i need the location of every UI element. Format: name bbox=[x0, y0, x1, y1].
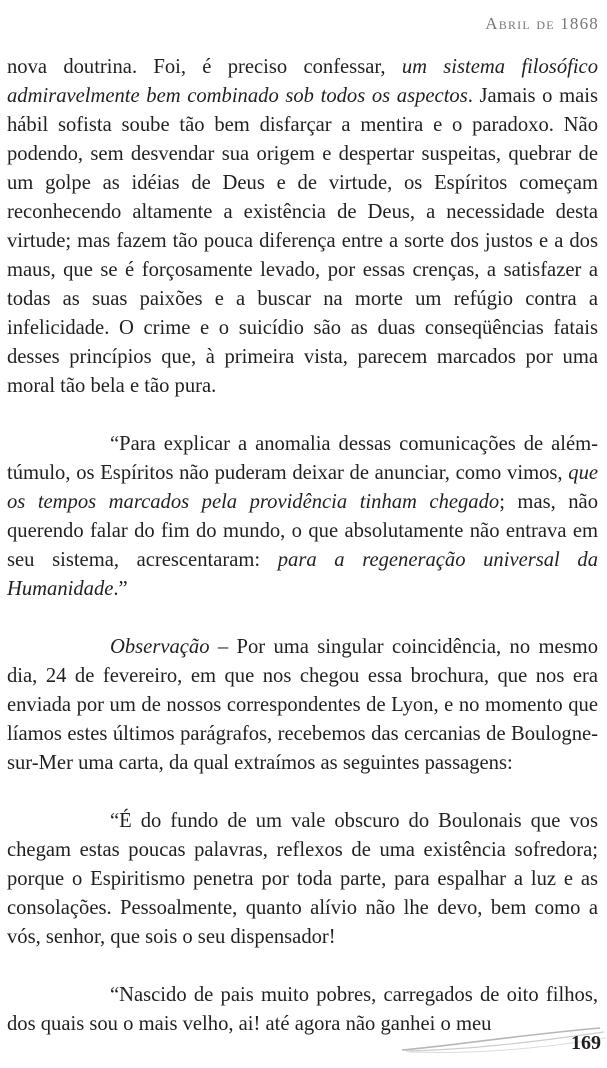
paragraph-5-segment: “Nascido de pais muito pobres, carregados de oito filhos, dos quais sou o mais velho, ai! até agora não ganhei o meu bbox=[7, 984, 598, 1035]
paragraph-1-segment: nova doutrina. Foi, é preciso confessar, bbox=[7, 56, 402, 78]
paragraph-3-segment: – Por uma singular coincidência, no mesmo dia, 24 de fevereiro, em que nos chegou essa brochura, que nos era enviada por um de nossos correspondentes de Lyon, e no momento que líamos estes últimos parágrafos, recebemos das cercanias de Boulogne-sur-Mer uma carta, da qual extraímos as seguintes passagens: bbox=[7, 636, 598, 774]
paragraph-2-italic-phrase: para a regeneração universal da Humanidade bbox=[7, 549, 598, 600]
paragraph-2-italic-phrase: que os tempos marcados pela providência tinham chegado bbox=[7, 462, 598, 513]
running-header: Abril de 1868 bbox=[485, 14, 599, 33]
paragraph-4-segment: “É do fundo de um vale obscuro do Boulonais que vos chegam estas poucas palavras, reflexos de uma existência sofredora; porque o Espiritismo penetra por toda parte, para espalhar a luz e as consolações. Pessoalmente, quanto alívio não lhe devo, bem como a vós, senhor, que sois o seu dispensador! bbox=[7, 810, 598, 948]
paragraph-2-quote bbox=[7, 430, 598, 604]
paragraph-2-segment: ; mas, não querendo falar do fim do mundo, o que absolutamente não entrava em seu sistema, acrescentaram: bbox=[7, 491, 598, 571]
paragraph-4-letter bbox=[7, 807, 598, 952]
paragraph-1-italic-phrase: um sistema filosófico admiravelmente bem combinado sob todos os aspectos bbox=[7, 56, 598, 107]
paragraph-3-observation bbox=[7, 633, 598, 778]
paragraph-1-segment: . Jamais o mais hábil sofista soube tão bem disfarçar a mentira e o paradoxo. Não podendo, sem desvendar sua origem e despertar suspeitas, quebrar de um golpe as idéias de Deus e de virtude, os Espíritos começam reconhecendo altamente a existência de Deus, a necessidade desta virtude; mas fazem tão pouca diferença entre a sorte dos justos e a dos maus, que se é forçosamente levado, por essas crenças, a satisfazer a todas as suas paixões e a buscar na morte um refúgio contra a infelicidade. O crime e o suicídio são as duas conseqüências fatais desses princípios que, à primeira vista, parecem marcados por uma moral tão bela e tão pura. bbox=[7, 85, 599, 397]
paragraph-1 bbox=[7, 53, 598, 401]
page-number: 169 bbox=[571, 1032, 601, 1054]
paragraph-2-segment: .” bbox=[113, 578, 128, 600]
page-footer bbox=[400, 1024, 607, 1066]
paragraph-2-segment: “Para explicar a anomalia dessas comunicações de além-túmulo, os Espíritos não puderam deixar de anunciar, como vimos, bbox=[7, 433, 598, 484]
observation-label: Observação bbox=[110, 636, 210, 658]
body-text bbox=[7, 53, 598, 1068]
